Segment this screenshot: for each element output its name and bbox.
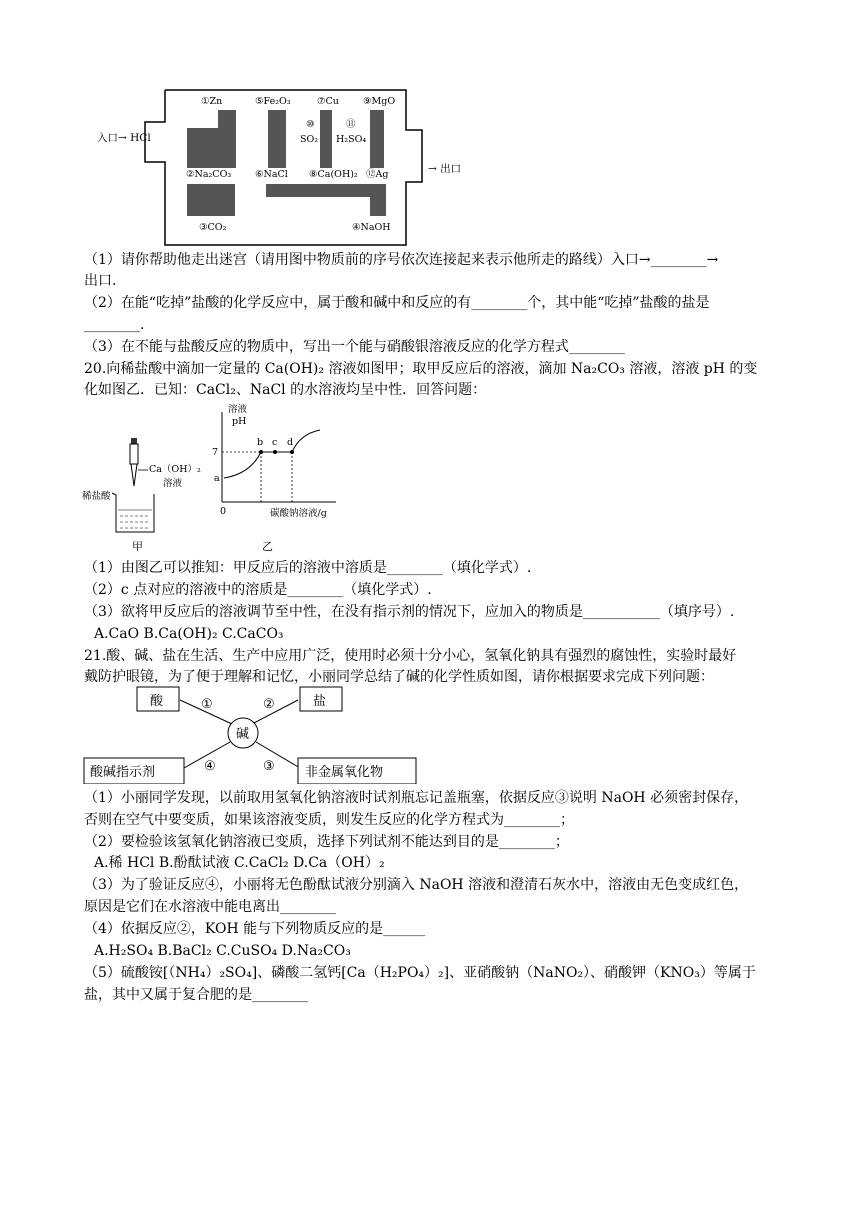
q20-part1: （1）由图乙可以推知：甲反应后的溶液中溶质是________（填化学式）. [84, 560, 532, 576]
q20-options: A.CaO B.Ca(OH)₂ C.CaCO₃ [94, 626, 284, 642]
label-nacl: ⑥NaCl [255, 169, 288, 180]
label-zn: ①Zn [201, 96, 223, 107]
label-n4: ④ [204, 759, 216, 774]
q21-part3-cont: 原因是它们在水溶液中能电离出________ [84, 899, 336, 915]
label-naoh: ④NaOH [352, 222, 391, 233]
q21-stem-cont: 戴防护眼镜，为了便于理解和记忆，小丽同学总结了碱的化学性质如图，请你根据要求完成下列问题： [84, 669, 714, 685]
q19-part2-cont: ________. [84, 317, 145, 333]
label-fe2o3: ⑤Fe₂O₃ [255, 96, 291, 107]
q21-stem: 21.酸、碱、盐在生活、生产中应用广泛，使用时必须十分小心，氢氧化钠具有强烈的腐蚀性，实验时最好 [84, 648, 737, 664]
q21-part2: （2）要检验该氢氧化钠溶液已变质，选择下列试剂不能达到目的是________； [84, 834, 569, 850]
reagent-label: Ca（OH）₂ [149, 464, 201, 475]
q20-stem: 20.向稀盐酸中滴加一定量的 Ca(OH)₂ 溶液如图甲；取甲反应后的溶液，滴加 Na₂CO₃ 溶液，溶液 pH 的变 [84, 361, 758, 377]
q20-figures [0, 398, 860, 558]
q19-part3: （3）在不能与盐酸反应的物质中，写出一个能与硝酸银溶液反应的化学方程式________ [84, 339, 625, 355]
yi-label-c: c [272, 437, 278, 448]
label-indicator: 酸碱指示剂 [90, 765, 156, 780]
yi-curve-end [292, 430, 320, 452]
q20-part2: （2）c 点对应的溶液中的溶质是________（填化学式）. [84, 582, 432, 598]
q19-part2: （2）在能“吃掉”盐酸的化学反应中，属于酸和碱中和反应的有________个，其中能“吃掉”盐酸的盐是 [84, 295, 710, 311]
block-mgo [370, 110, 384, 168]
yi-xlabel: 碳酸钠溶液/g [270, 508, 327, 519]
label-caoh2: ⑧Ca(OH)₂ [309, 169, 358, 180]
yi-label-a: a [214, 473, 220, 484]
maze-entrance: 入口→ HCl [97, 132, 151, 144]
reagent-label2: 溶液 [163, 478, 183, 489]
block-na2co3 [187, 184, 235, 216]
fig-jia-caption: 甲 [132, 540, 143, 553]
beaker-label: 稀盐酸 [82, 491, 111, 502]
beaker-icon [112, 493, 154, 532]
block-zn [187, 110, 236, 168]
fig-yi-caption: 乙 [262, 540, 273, 553]
base-properties-diagram [0, 684, 860, 784]
label-h2so4: H₂SO₄ [336, 134, 367, 145]
q21-part4-options: A.H₂SO₄ B.BaCl₂ C.CuSO₄ D.Na₂CO₃ [94, 943, 351, 959]
label-acid: 酸 [150, 694, 164, 709]
yi-curve-rise [224, 452, 261, 478]
yi-point-b [259, 450, 263, 454]
label-n3: ③ [263, 759, 275, 774]
q21-part5: （5）硫酸铵[（NH₄）₂SO₄]、磷酸二氢钙[Ca（H₂PO₄）₂]、亚硝酸钠（NaNO₂）、硝酸钾（KNO₃）等属于 [84, 965, 756, 981]
q20-part3: （3）欲将甲反应后的溶液调节至中性，在没有指示剂的情况下，应加入的物质是___________（填序号）. [84, 604, 735, 620]
label-ag: ⑫Ag [366, 169, 389, 180]
yi-ylabel2: pH [232, 416, 247, 427]
block-nacl-caoh2 [266, 184, 386, 197]
label-co2: ③CO₂ [199, 222, 227, 233]
label-so2-num: ⑩ [306, 119, 315, 130]
block-fe2o3 [268, 110, 286, 168]
yi-label-b: b [257, 437, 264, 448]
yi-label-d: d [287, 437, 294, 448]
q21-part4: （4）依据反应②，KOH 能与下列物质反应的是______ [84, 921, 426, 937]
label-salt: 盐 [313, 694, 327, 709]
label-cu: ⑦Cu [317, 96, 339, 107]
yi-tick-7: 7 [212, 447, 219, 458]
yi-point-d [290, 450, 294, 454]
yi-origin: 0 [220, 506, 227, 517]
yi-ylabel1: 溶液 [228, 404, 248, 415]
q21-part1-cont: 否则在空气中要变质，如果该溶液变质，则发生反应的化学方程式为________； [84, 812, 574, 828]
q21-part3: （3）为了验证反应④，小丽将无色酚酞试液分别滴入 NaOH 溶液和澄清石灰水中，溶液由无色变成红色， [84, 877, 749, 893]
block-cu [320, 110, 332, 168]
q19-part1-cont: 出口. [84, 273, 117, 289]
label-n2: ② [263, 697, 275, 712]
label-n1: ① [201, 697, 213, 712]
block-ag [370, 184, 386, 216]
label-oxide: 非金属氧化物 [305, 765, 384, 780]
yi-point-c [273, 450, 277, 454]
q20-stem-cont: 化如图乙．已知：CaCl₂、NaCl 的水溶液均呈中性．回答问题： [84, 382, 487, 398]
q21-part5-cont: 盐，其中又属于复合肥的是________ [84, 987, 308, 1003]
label-mgo: ⑨MgO [363, 96, 396, 107]
label-h2so4-num: ⑪ [346, 119, 356, 130]
label-base: 碱 [236, 727, 250, 742]
dropper-icon [130, 438, 138, 486]
q19-part1: （1）请你帮助他走出迷宫（请用图中物质前的序号依次连接起来表示他所走的路线）入口→________→ [84, 252, 719, 268]
q21-part2-options: A.稀 HCl B.酚酞试液 C.CaCl₂ D.Ca（OH）₂ [94, 855, 385, 871]
maze-diagram [0, 0, 860, 250]
label-na2co3: ②Na₂CO₃ [186, 169, 232, 180]
q21-part1: （1）小丽同学发现，以前取用氢氧化钠溶液时试剂瓶忘记盖瓶塞，依据反应③说明 NaOH 必须密封保存， [84, 790, 749, 806]
maze-exit: → 出口 [428, 163, 462, 175]
label-so2: SO₂ [300, 134, 319, 145]
